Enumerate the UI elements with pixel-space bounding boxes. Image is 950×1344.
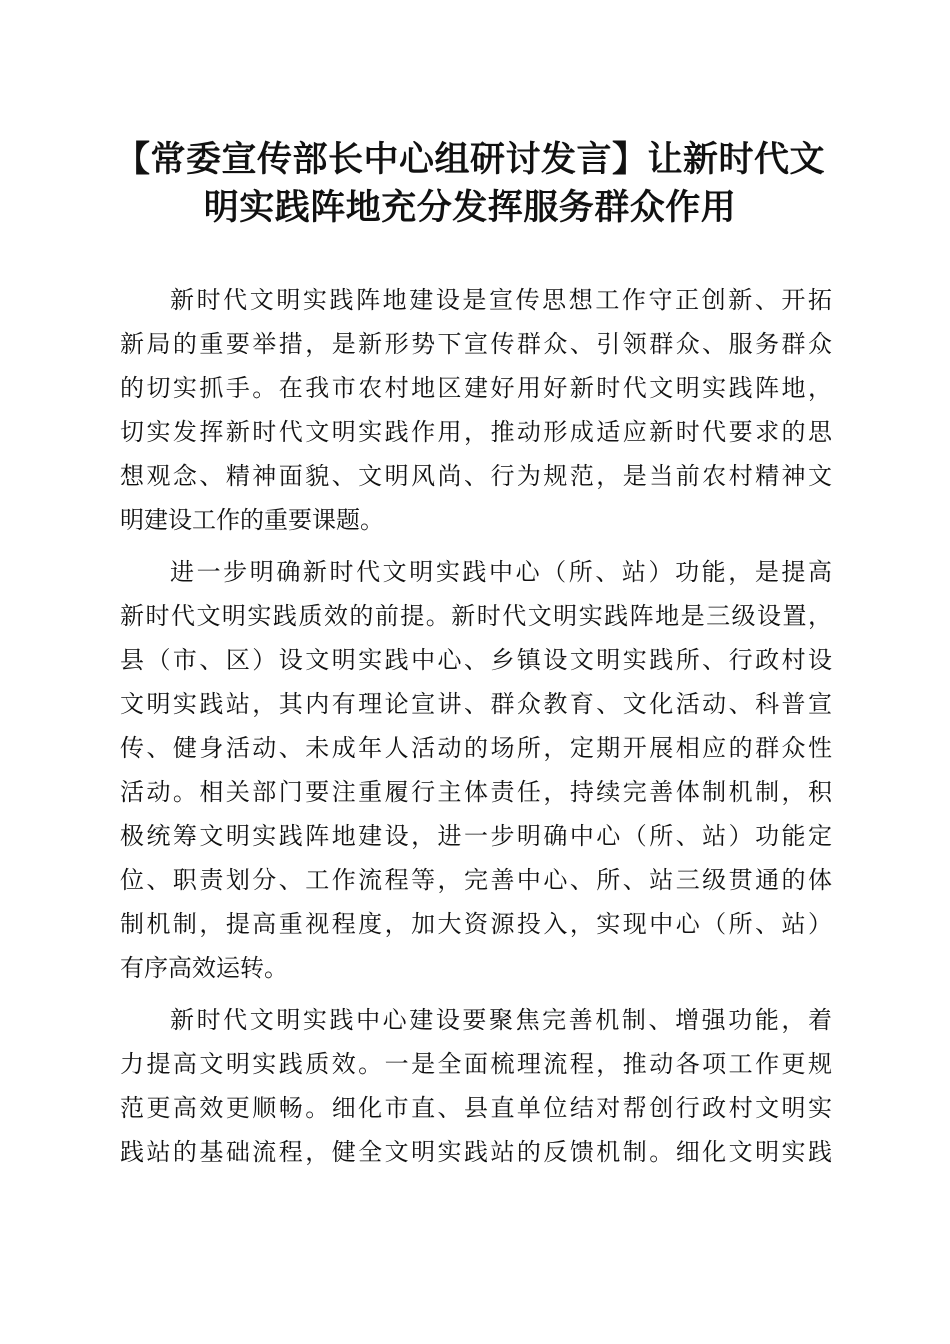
title-line: 【常委宣传部长中心组研讨发言】让新时代文: [114, 139, 825, 180]
paragraph-line: 想观念、精神面貌、文明风尚、行为规范，是当前农村精神文: [120, 462, 832, 490]
paragraph-line: 位、职责划分、工作流程等，完善中心、所、站三级贯通的体: [120, 866, 832, 894]
document-body: [120, 278, 832, 1182]
paragraph-line: 新时代文明实践阵地建设是宣传思想工作守正创新、开拓: [170, 286, 832, 314]
paragraph-line: 新时代文明实践中心建设要聚焦完善机制、增强功能，着: [170, 1006, 832, 1034]
paragraph-line: 切实发挥新时代文明实践作用，推动形成适应新时代要求的思: [120, 418, 832, 446]
paragraph-line: 文明实践站，其内有理论宣讲、群众教育、文化活动、科普宣: [120, 690, 832, 718]
paragraph-line: 县（市、区）设文明实践中心、乡镇设文明实践所、行政村设: [120, 646, 832, 674]
paragraph-line: 力提高文明实践质效。一是全面梳理流程，推动各项工作更规: [120, 1050, 832, 1078]
paragraph-line: 有序高效运转。: [120, 954, 288, 982]
paragraph-line: 传、健身活动、未成年人活动的场所，定期开展相应的群众性: [120, 734, 832, 762]
paragraph: [120, 998, 832, 1174]
paragraph: [120, 550, 832, 990]
paragraph-line: 新局的重要举措，是新形势下宣传群众、引领群众、服务群众: [120, 330, 832, 358]
document-title: [100, 136, 840, 232]
paragraph-line: 进一步明确新时代文明实践中心（所、站）功能，是提高: [170, 558, 832, 586]
paragraph: [120, 278, 832, 542]
paragraph-line: 践站的基础流程，健全文明实践站的反馈机制。细化文明实践: [120, 1138, 832, 1166]
paragraph-line: 的切实抓手。在我市农村地区建好用好新时代文明实践阵地，: [120, 374, 832, 402]
paragraph-line: 新时代文明实践质效的前提。新时代文明实践阵地是三级设置，: [120, 602, 832, 630]
paragraph-line: 范更高效更顺畅。细化市直、县直单位结对帮创行政村文明实: [120, 1094, 832, 1122]
paragraph-line: 制机制，提高重视程度，加大资源投入，实现中心（所、站）: [120, 910, 832, 938]
title-line: 明实践阵地充分发挥服务群众作用: [203, 187, 737, 228]
paragraph-line: 活动。相关部门要注重履行主体责任，持续完善体制机制，积: [120, 778, 832, 806]
paragraph-line: 极统筹文明实践阵地建设，进一步明确中心（所、站）功能定: [120, 822, 832, 850]
paragraph-line: 明建设工作的重要课题。: [120, 506, 384, 534]
